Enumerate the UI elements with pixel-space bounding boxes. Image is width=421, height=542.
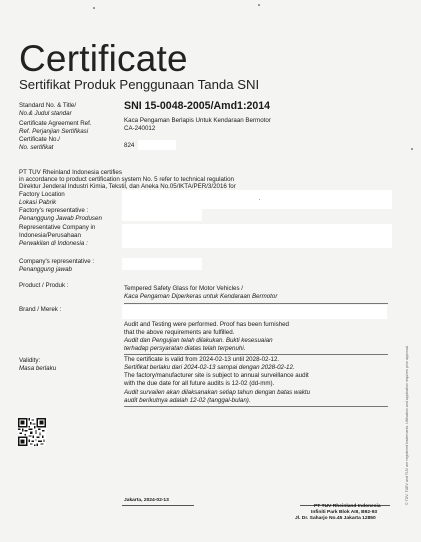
validity-label: Validity: [19, 357, 41, 364]
rep-company-label-id: Perwakilan di Indonesia : [19, 240, 88, 247]
divider [124, 354, 388, 355]
redaction [122, 305, 387, 319]
divider [124, 406, 388, 407]
brand-label: Brand / Merek : [19, 306, 62, 313]
signature-line [122, 505, 194, 506]
footer-place-date: Jakarta, 2024-02-13 [124, 498, 169, 503]
standard-title: Kaca Pengaman Berlapis Untuk Kendaraan Bermotor [124, 117, 271, 124]
redaction [122, 224, 392, 248]
validity-label-id: Masa berlaku [19, 365, 57, 372]
certificate-subtitle: Sertifikat Produk Penggunaan Tanda SNI [19, 77, 260, 92]
qr-code-icon [18, 418, 46, 446]
validity-line-2: Sertifikat berlaku dari 2024-02-13 sampai dengan 2028-02-12. [124, 364, 295, 371]
validity-line-3: The factory/manufacturer site is subject to annual surveillance audit [124, 372, 309, 379]
footer-issuer: PT TUV Rheinland Indonesia [314, 504, 381, 509]
footer-address-1: Infiniti Park Blok AIII, B92-93 [311, 510, 378, 515]
standard-label: Standard No. & Title/ [19, 102, 77, 109]
redaction [122, 190, 392, 209]
factory-location-label-id: Lokasi Pabrik [19, 199, 57, 206]
agreement-value: CA-240012 [124, 125, 156, 132]
scan-dot [93, 7, 95, 9]
redaction [122, 209, 202, 221]
certificate-title: Certificate [19, 38, 188, 79]
factory-rep-label-id: Penanggung Jawab Produsen [19, 215, 102, 222]
redaction [122, 258, 202, 270]
rep-company-label: Representative Company in [19, 224, 96, 231]
certificate-no-value: 824 [124, 142, 135, 149]
product-label: Product / Produk : [19, 282, 69, 289]
product-value-id: Kaca Pengaman Diperkeras untuk Kendaraan Bermotor [124, 293, 278, 300]
audit-line-2: that the above requirements are fulfilled. [124, 329, 235, 336]
trademark-note: © TÜV, TUEV and TUV are registered trademarks. Utilisation and application requires prior approval. [405, 345, 409, 505]
product-value: Tempered Safety Glass for Motor Vehicles / [124, 285, 243, 292]
audit-line-4: terhadap persyaratan diatas telah terpenuhi. [124, 345, 246, 352]
factory-rep-label: Factory's representative : [19, 207, 89, 214]
certificate-no-label-id: No. sertifikat [19, 144, 54, 151]
company-rep-label-id: Penanggung jawab [19, 266, 72, 273]
audit-line-3: Audit dan Pengujian telah dilakukan. Bukti kesesuaian [124, 337, 273, 344]
audit-line-1: Audit and Testing were performed. Proof has been furnished [124, 321, 289, 328]
divider [124, 303, 388, 304]
company-rep-label: Company's representative : [19, 258, 95, 265]
validity-line-6: audit berikutnya adalah 12-02 (tanggal-bulan). [124, 397, 251, 404]
scan-dot [411, 148, 413, 150]
factory-location-label: Factory Location [19, 191, 65, 198]
agreement-label-id: Ref. Perjanjian Sertifikasi [19, 128, 89, 135]
certifies-line-3: Direktur Jenderal Industri Kimia, Tekstil, dan Aneka No.05/IKTA/PER/3/2016 for [19, 183, 236, 190]
scan-dot [258, 4, 260, 6]
footer-address-2: Jl. Dr. Saharjo No.45 Jakarta 12850 [295, 516, 376, 521]
certifies-line-2: in accordance to product certification system No. 5 refer to technical regulation [19, 176, 234, 183]
certifies-line-1: PT TUV Rheinland Indonesia certifies [19, 169, 122, 176]
rep-company-label-2: Indonesia/Perusahaan [19, 232, 81, 239]
validity-line-1: The certificate is valid from 2024-02-13 until 2028-02-12. [124, 356, 280, 363]
standard-code: SNI 15-0048-2005/Amd1:2014 [124, 100, 271, 112]
certificate-no-label: Certificate No./ [19, 136, 60, 143]
validity-line-4: with the due date for all future audits is 12-02 (dd-mm). [124, 380, 275, 387]
agreement-label: Certificate Agreement Ref. [19, 120, 92, 127]
validity-line-5: Audit survailen akan dilaksanakan setiap tahun dengan batas waktu [124, 389, 311, 396]
scan-dot [259, 199, 260, 200]
standard-label-id: No.& Judul standar [19, 110, 72, 117]
redaction [138, 140, 176, 150]
